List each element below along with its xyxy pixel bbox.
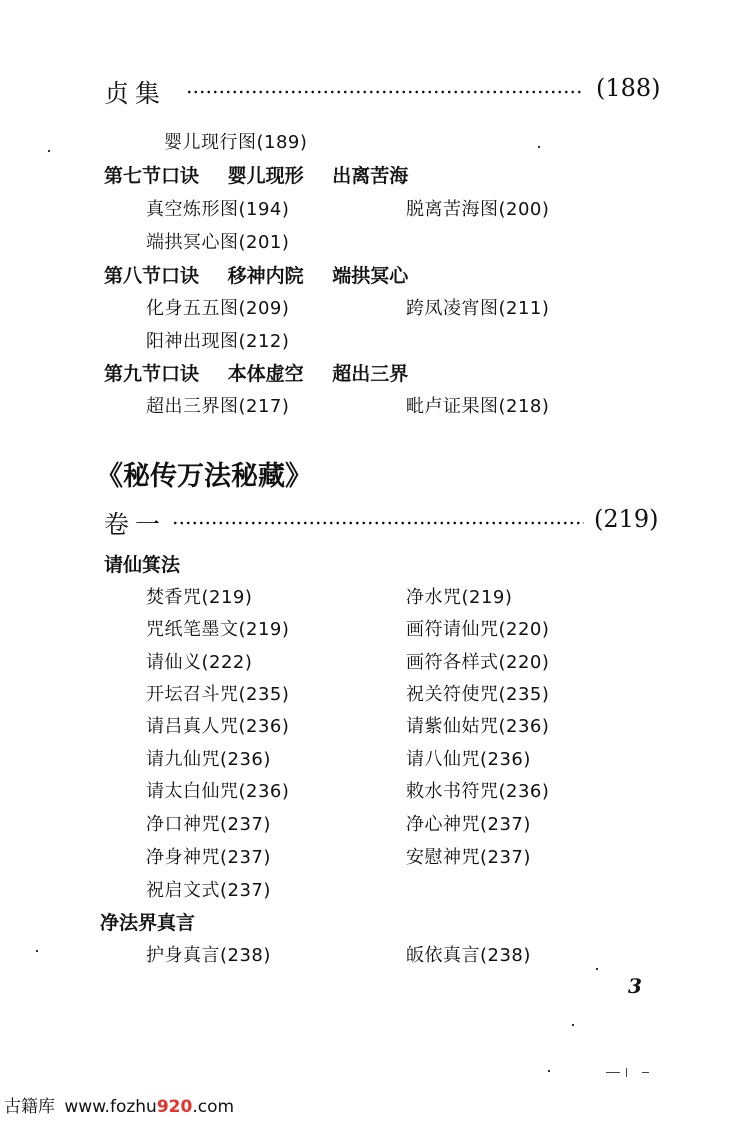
toc-entry: 画符各样式(220) [406, 652, 550, 673]
toc-entry: 请太白仙咒(236) [146, 781, 290, 802]
scan-mark [606, 1072, 620, 1073]
toc-entry: 请八仙咒(236) [406, 749, 531, 770]
scan-speck [36, 950, 38, 952]
toc-entry: 化身五五图(209) [146, 298, 290, 319]
subsection-heading-jingfa: 净法界真言 [100, 912, 196, 934]
site-label: 古籍库 [4, 1097, 55, 1117]
section-heading-9 [104, 359, 408, 386]
toc-entry: 请紫仙姑咒(236) [406, 716, 550, 737]
toc-entry: 祝关符使咒(235) [406, 684, 550, 705]
site-url-prefix: www.fozhu [64, 1097, 157, 1117]
toc-entry: 净水咒(219) [406, 587, 513, 608]
toc-entry: 脱离苦海图(200) [406, 199, 550, 220]
chapter-page-juan1: (219) [594, 505, 659, 533]
scan-speck [538, 146, 540, 148]
page-number: 3 [628, 974, 642, 998]
toc-entry: 皈依真言(238) [406, 945, 531, 966]
scan-mark [626, 1068, 627, 1077]
toc-entry: 请九仙咒(236) [146, 749, 271, 770]
toc-entry: 阳神出现图(212) [146, 331, 290, 352]
section-heading-7 [104, 161, 408, 188]
section-topic: 端拱冥心 [332, 265, 409, 287]
section-topic: 超出三界 [332, 363, 409, 385]
scan-mark [642, 1072, 649, 1073]
chapter-title-juan1: 卷一 [104, 510, 167, 539]
section-topic: 移神内院 [227, 265, 304, 287]
section-heading-8 [104, 261, 408, 288]
section-topic: 婴儿现形 [227, 165, 304, 187]
toc-entry: 敕水书符咒(236) [406, 781, 550, 802]
section-topic: 出离苦海 [332, 165, 409, 187]
book-title: 《秘传万法秘藏》 [96, 461, 312, 492]
toc-entry: 跨凤凌宵图(211) [406, 298, 550, 319]
site-url-suffix: .com [192, 1097, 235, 1117]
toc-entry: 焚香咒(219) [146, 587, 253, 608]
scan-speck [548, 1070, 550, 1072]
toc-entry: 净心神咒(237) [406, 814, 531, 835]
scan-speck [48, 150, 50, 152]
scan-speck [572, 1024, 574, 1026]
toc-entry: 净身神咒(237) [146, 847, 271, 868]
scan-speck [596, 968, 598, 970]
section-label: 第八节口诀 [104, 265, 200, 287]
toc-entry: 真空炼形图(194) [146, 199, 290, 220]
toc-entry: 祝启文式(237) [146, 880, 271, 901]
chapter-title-zhen: 贞集 [104, 79, 167, 108]
toc-entry: 端拱冥心图(201) [146, 232, 290, 253]
toc-entry: 护身真言(238) [146, 945, 271, 966]
toc-entry: 安慰神咒(237) [406, 847, 531, 868]
site-url-highlight: 920 [156, 1097, 193, 1117]
toc-entry: 净口神咒(237) [146, 814, 271, 835]
chapter-page-zhen: (188) [596, 74, 661, 102]
toc-entry: 咒纸笔墨文(219) [146, 619, 290, 640]
subsection-heading-qingxian: 请仙箕法 [104, 554, 181, 576]
toc-entry: 开坛召斗咒(235) [146, 684, 290, 705]
section-label: 第九节口诀 [104, 363, 200, 385]
toc-entry: 婴儿现行图(189) [164, 132, 308, 153]
site-watermark[interactable] [4, 1092, 234, 1117]
section-topic: 本体虚空 [227, 363, 304, 385]
toc-entry: 请吕真人咒(236) [146, 716, 290, 737]
toc-entry: 超出三界图(217) [146, 396, 290, 417]
toc-entry: 请仙义(222) [146, 652, 253, 673]
toc-entry: 毗卢证果图(218) [406, 396, 550, 417]
leader-dots [186, 90, 582, 94]
section-label: 第七节口诀 [104, 165, 200, 187]
toc-entry: 画符请仙咒(220) [406, 619, 550, 640]
leader-dots [172, 521, 584, 525]
